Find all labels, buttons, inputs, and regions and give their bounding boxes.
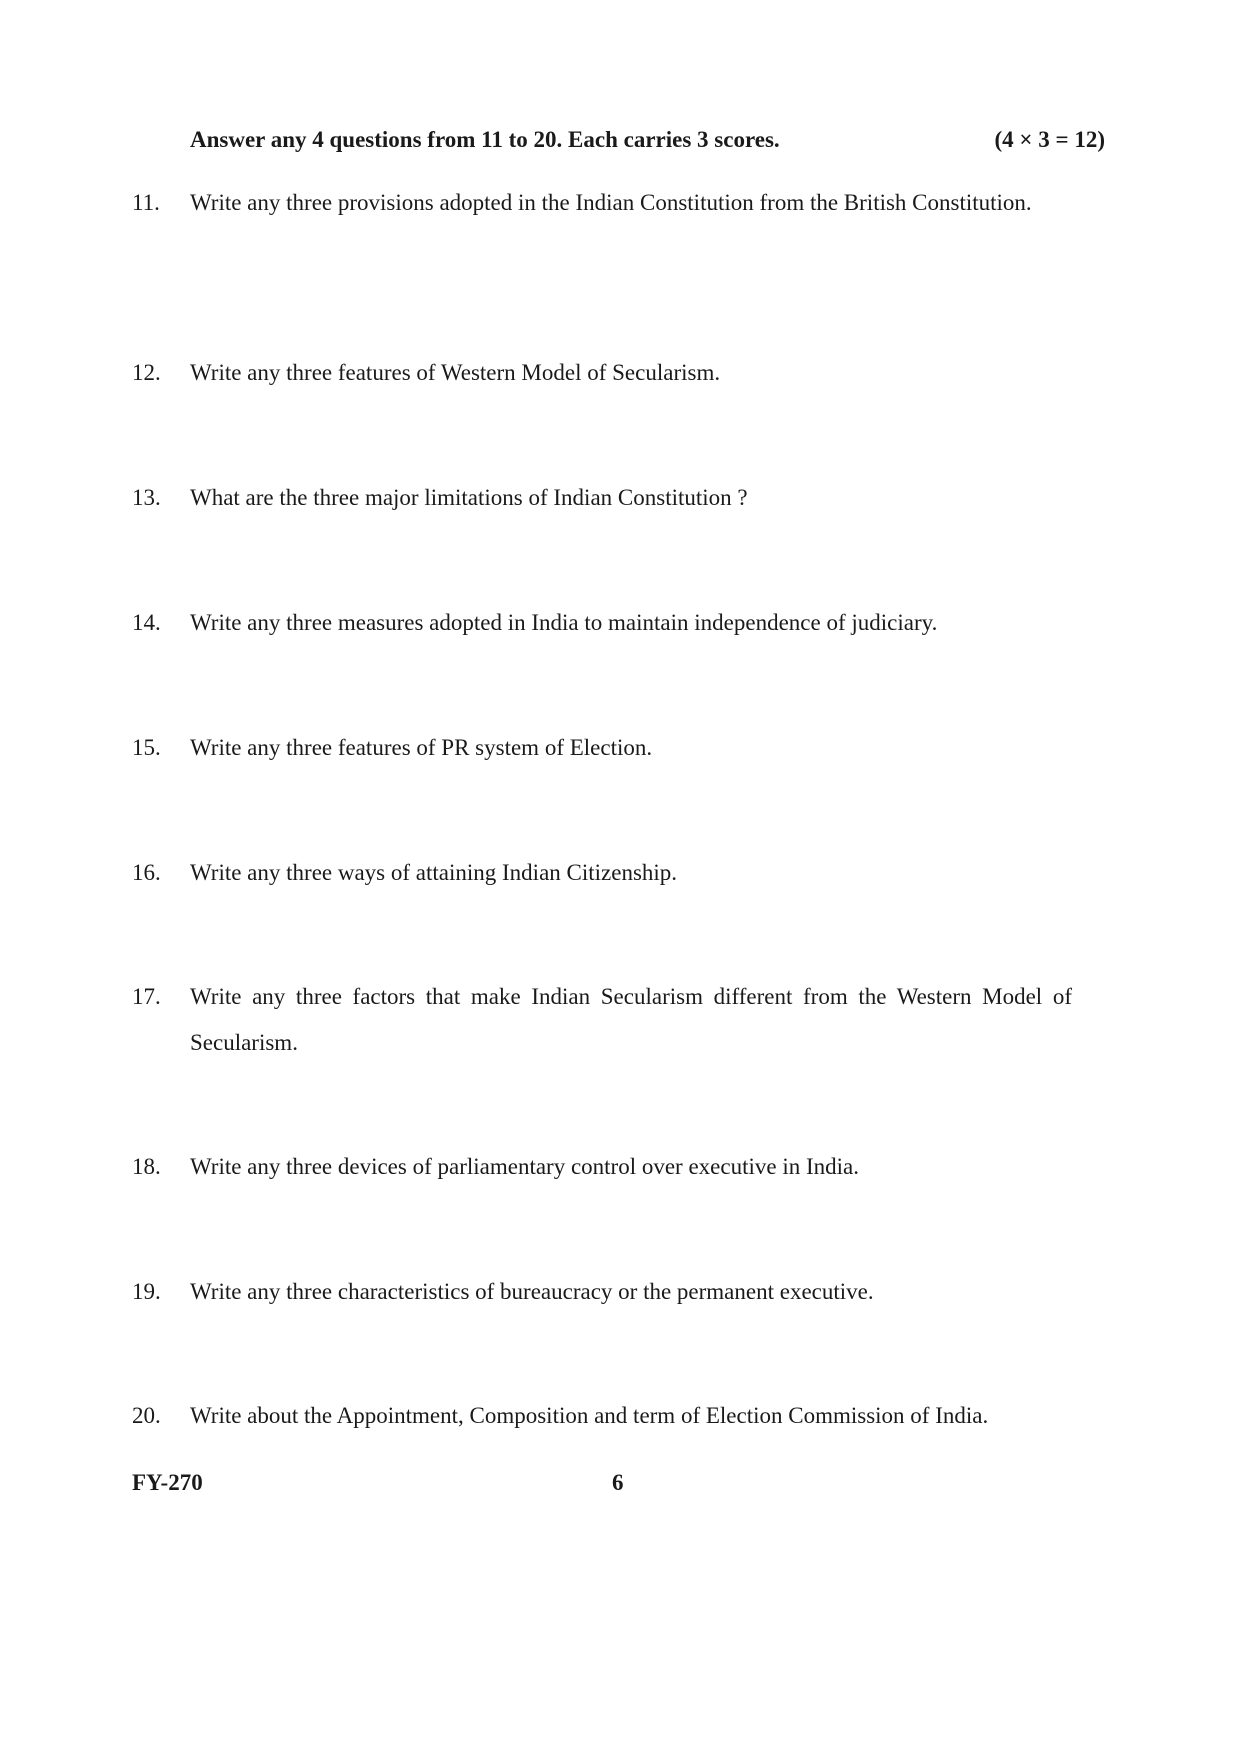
question-text: Write any three devices of parliamentary control over executive in India.	[190, 1154, 859, 1179]
instruction-text: Answer any 4 questions from 11 to 20. Each carries 3 scores.	[190, 127, 780, 152]
question-text: Write any three measures adopted in India to maintain independence of judiciary.	[190, 610, 938, 635]
question-19	[132, 1269, 1072, 1315]
question-text: Write any three features of PR system of Election.	[190, 735, 653, 760]
question-number: 17.	[132, 984, 161, 1009]
question-number: 18.	[132, 1154, 161, 1179]
question-text: Write any three ways of attaining Indian Citizenship.	[190, 860, 678, 885]
question-number: 20.	[132, 1403, 161, 1428]
marks-allocation: (4 × 3 = 12)	[994, 127, 1105, 152]
question-number: 15.	[132, 735, 161, 760]
question-number: 16.	[132, 860, 161, 885]
question-17	[132, 974, 1072, 1066]
question-15	[132, 725, 1072, 771]
page-number: 6	[612, 1470, 624, 1495]
question-14	[132, 600, 1072, 646]
section-instruction	[190, 125, 1105, 155]
question-text: Write any three features of Western Model of Secularism.	[190, 360, 721, 385]
question-13	[132, 475, 1072, 521]
question-text: Write about the Appointment, Composition and term of Election Commission of India.	[190, 1403, 989, 1428]
paper-code: FY-270	[132, 1470, 203, 1495]
question-12	[132, 350, 1072, 396]
question-text: Write any three factors that make Indian Secularism different from the Western Model of Secularism.	[190, 984, 1072, 1055]
question-number: 14.	[132, 610, 161, 635]
question-text: Write any three characteristics of bureaucracy or the permanent executive.	[190, 1279, 874, 1304]
question-number: 11.	[132, 190, 160, 215]
question-text: Write any three provisions adopted in the Indian Constitution from the British Constitution.	[190, 190, 1032, 215]
question-20	[132, 1393, 1072, 1439]
question-number: 19.	[132, 1279, 161, 1304]
question-number: 13.	[132, 485, 161, 510]
question-text: What are the three major limitations of Indian Constitution ?	[190, 485, 748, 510]
question-number: 12.	[132, 360, 161, 385]
question-16	[132, 850, 1072, 896]
question-11	[132, 180, 1072, 226]
question-18	[132, 1144, 1072, 1190]
